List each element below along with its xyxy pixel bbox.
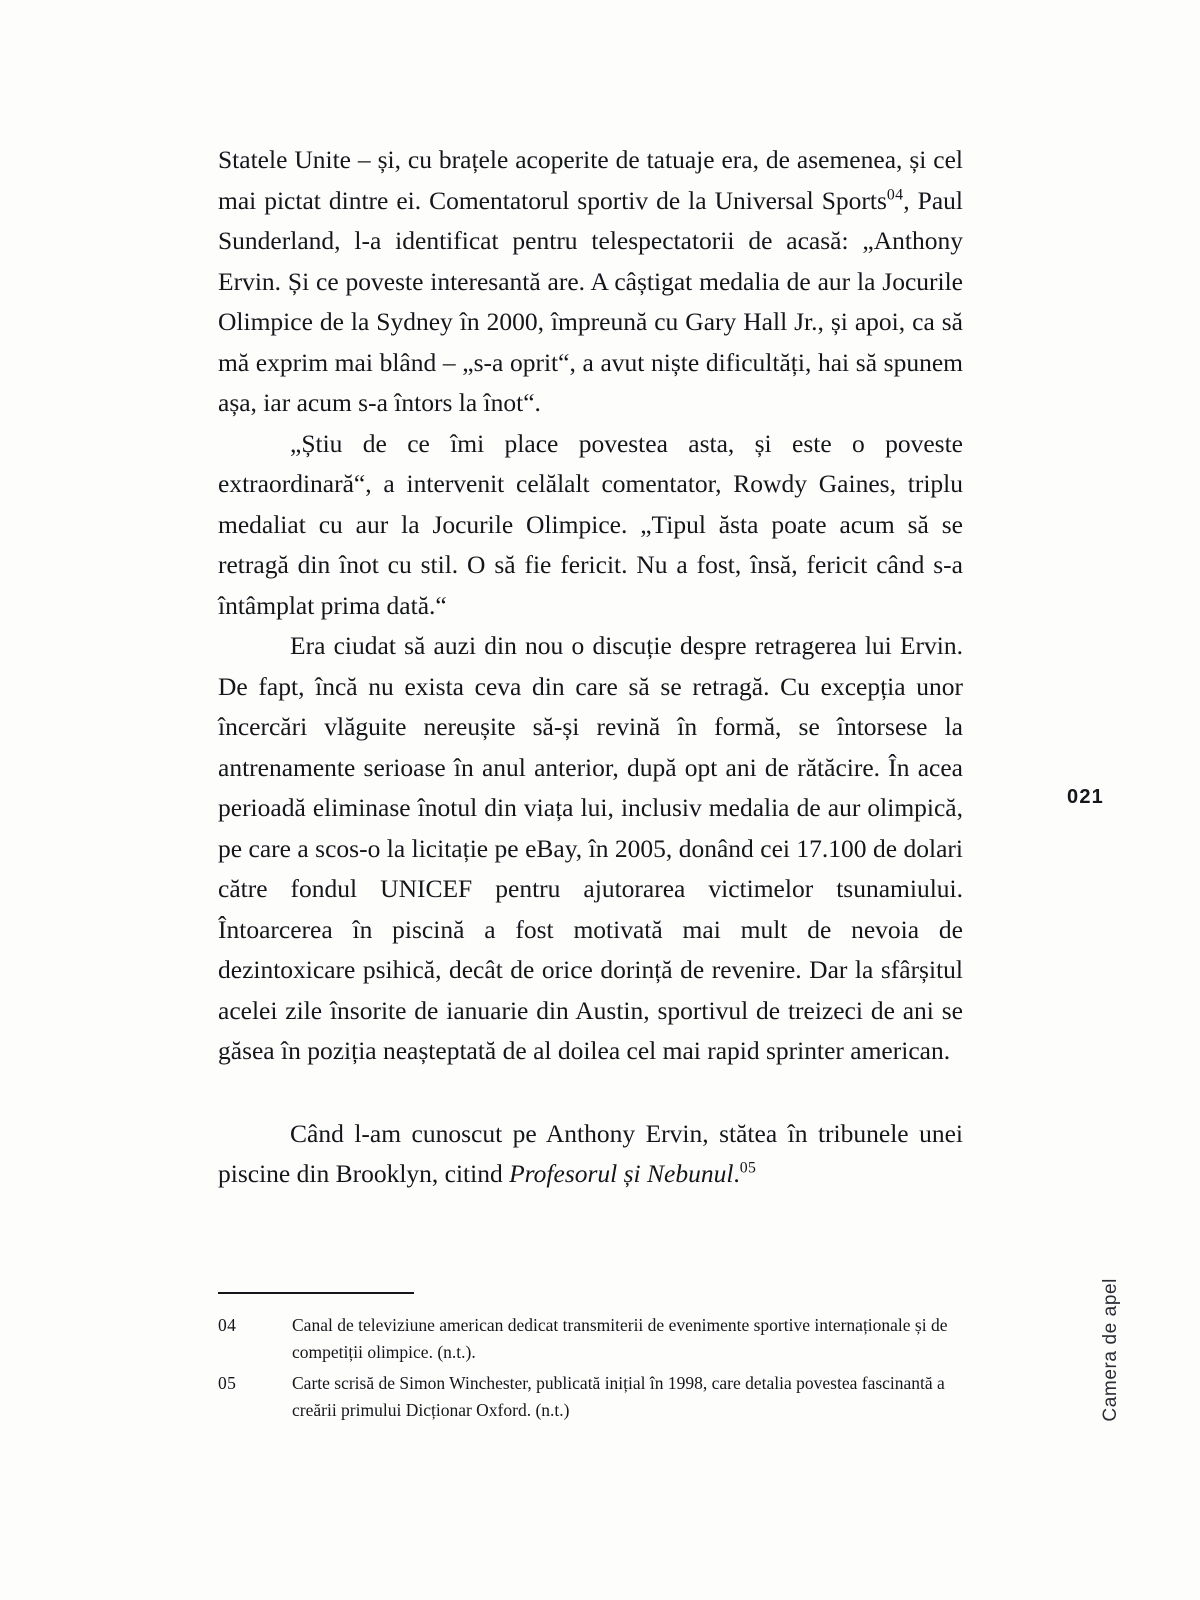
book-title-italic: Profesorul și Nebunul <box>509 1159 734 1188</box>
paragraph-1 <box>218 140 963 424</box>
paragraph-4-text-after-title: . <box>733 1159 740 1188</box>
footnote-ref-05[interactable]: 05 <box>739 1159 757 1177</box>
paragraph-4-text-before-title: Când l-am cunoscut pe Anthony Ervin, stătea în tribunele unei piscine din Brooklyn, citind <box>218 1118 963 1188</box>
paragraph-1-text-after-note: , Paul Sunderland, l-a identificat pentru telespectatorii de acasă: „Anthony Ervin. Și ce poveste interesantă are. A câștigat medalia de aur la Jocurile Olimpice de la Sydney în 2000, împreună cu Gary Hall Jr., și apoi, ca să mă exprim mai blând – „s-a oprit“, a avut niște dificultăți, hai să spunem așa, iar acum s-a întors la înot“. <box>218 185 963 417</box>
footnote-number: 04 <box>218 1315 237 1335</box>
paragraph-2: „Știu de ce îmi place povestea asta, și este o poveste extraordinară“, a intervenit celălalt comentator, Rowdy Gaines, triplu medaliat cu aur la Jocurile Olimpice. „Tipul ăsta poate acum să se retragă din înot cu stil. O să fie fericit. Nu a fost, însă, fericit când s-a întâmplat prima dată.“ <box>218 428 963 620</box>
page-number: 021 <box>1067 786 1104 808</box>
paragraph-4 <box>218 1114 963 1195</box>
paragraph-3: Era ciudat să auzi din nou o discuție despre retragerea lui Ervin. De fapt, încă nu exista ceva din care să se retragă. Cu excepția unor încercări vlăguite nereușite să-și revină în formă, se întorsese la antrenamente serioase în anul anterior, după opt ani de rătăcire. În acea perioadă eliminase înotul din viața lui, inclusiv medalia de aur olimpică, pe care a scos-o la licitație pe eBay, în 2005, donând cei 17.100 de dolari către fondul UNICEF pentru ajutorarea victimelor tsunamiului. Întoarcerea în piscină a fost motivată mai mult de nevoia de dezintoxicare psihică, decât de orice dorință de revenire. Dar la sfârșitul acelei zile însorite de ianuarie din Austin, sportivul de treizeci de ani se găsea în poziția neașteptată de al doilea cel mai rapid sprinter american. <box>218 631 963 1065</box>
footnote-ref-04[interactable]: 04 <box>886 186 904 203</box>
footnote-number: 05 <box>218 1373 237 1393</box>
paragraph-1-text-before-note: Statele Unite – și, cu brațele acoperite de tatuaje era, de asemenea, și cel mai pictat dintre ei. Comentatorul sportiv de la Universal Sports <box>218 145 963 215</box>
footnote-text: Carte scrisă de Simon Winchester, publicată inițial în 1998, care detalia povestea fascinantă a creării primului Dicționar Oxford. (n.t.) <box>292 1373 945 1420</box>
footnote-text: Canal de televiziune american dedicat transmiterii de evenimente sportive internaționale și de competiții olimpice. (n.t.). <box>292 1315 948 1362</box>
footnotes-block <box>218 1312 963 1428</box>
footnote-item <box>218 1312 963 1366</box>
paragraph-spacer <box>218 1072 963 1114</box>
body-text-column <box>218 140 963 1195</box>
footnote-separator-rule <box>218 1292 414 1294</box>
running-head: Camera de apel <box>1100 1278 1121 1422</box>
footnote-item <box>218 1370 963 1424</box>
